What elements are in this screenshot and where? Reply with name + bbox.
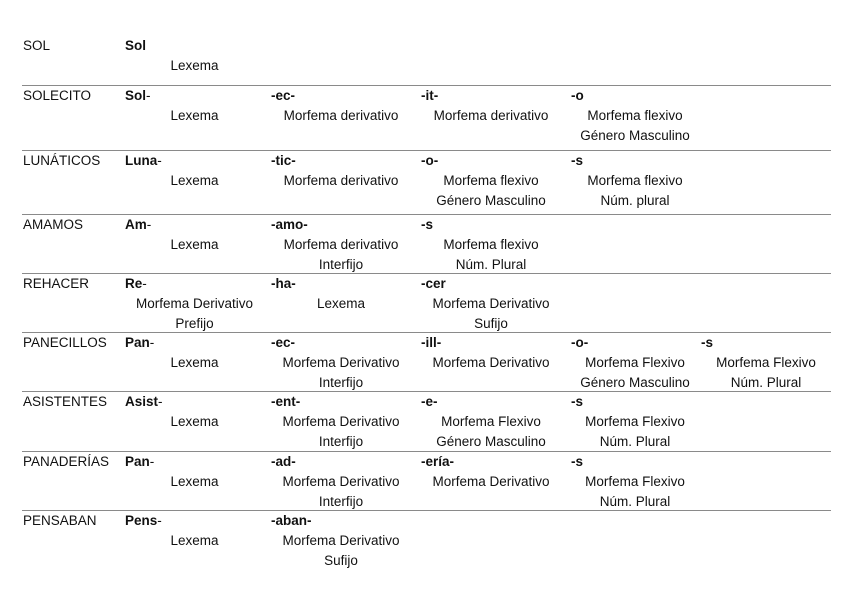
morpheme-description: Núm. Plural xyxy=(599,434,671,449)
morpheme-segment xyxy=(271,86,411,106)
morpheme-description: Lexema xyxy=(170,414,219,429)
morpheme-description: Morfema derivativo xyxy=(433,108,549,123)
morpheme-text: Pens xyxy=(125,513,158,528)
morpheme-cell xyxy=(125,333,261,373)
morpheme-text: Luna xyxy=(125,153,158,168)
morpheme-description: Morfema flexivo xyxy=(587,108,683,123)
morpheme-text: -s xyxy=(571,153,584,168)
morpheme-segment xyxy=(125,452,261,472)
table-row xyxy=(22,151,831,215)
morpheme-text: -s xyxy=(421,217,434,232)
morpheme-segment xyxy=(421,86,561,106)
morpheme-segment xyxy=(571,452,699,472)
morpheme-description: Morfema Derivativo xyxy=(282,355,400,370)
morphology-table xyxy=(22,36,831,571)
morpheme-cell xyxy=(271,215,411,275)
table-row xyxy=(22,86,831,151)
morpheme-description: Morfema Derivativo xyxy=(282,533,400,548)
morpheme-segment xyxy=(421,215,561,235)
morpheme-text: Pan xyxy=(125,335,150,350)
morpheme-segment xyxy=(701,333,831,353)
morpheme-text: Asist xyxy=(125,394,159,409)
morpheme-description: Morfema derivativo xyxy=(283,108,399,123)
morpheme-description: Interfijo xyxy=(318,257,364,272)
morpheme-text: -aban- xyxy=(271,513,312,528)
morpheme-text: -o xyxy=(571,88,584,103)
morpheme-description: Género Masculino xyxy=(580,128,690,143)
morpheme-segment xyxy=(571,392,699,412)
morpheme-description: Interfijo xyxy=(318,434,364,449)
morpheme-cell xyxy=(421,452,561,492)
morpheme-segment xyxy=(421,151,561,171)
table-row xyxy=(22,215,831,274)
word-label: SOLECITO xyxy=(23,88,92,103)
morpheme-description: Morfema Derivativo xyxy=(135,296,254,311)
morpheme-description: Sufijo xyxy=(324,553,358,568)
morpheme-segment xyxy=(125,86,261,106)
word-label: REHACER xyxy=(23,276,90,291)
table-row xyxy=(22,511,831,571)
word-label: PANECILLOS xyxy=(23,335,107,350)
morpheme-text: -ec- xyxy=(271,335,296,350)
morpheme-cell xyxy=(125,511,261,551)
morpheme-description: Género Masculino xyxy=(580,375,690,390)
morpheme-segment xyxy=(571,151,699,171)
morpheme-text: -ent- xyxy=(271,394,301,409)
morpheme-hyphen: - xyxy=(157,153,162,168)
morpheme-description: Morfema derivativo xyxy=(283,237,399,252)
word-label: SOL xyxy=(23,38,51,53)
morpheme-description: Lexema xyxy=(170,173,219,188)
morpheme-description: Morfema Flexivo xyxy=(585,414,685,429)
word-label: AMAMOS xyxy=(23,217,84,232)
table-row xyxy=(22,36,831,86)
morpheme-cell xyxy=(271,452,411,512)
morpheme-description: Núm. plural xyxy=(600,193,670,208)
morpheme-cell xyxy=(421,215,561,275)
morpheme-cell xyxy=(421,333,561,373)
morpheme-cell xyxy=(571,452,699,512)
morpheme-text: -ad- xyxy=(271,454,296,469)
morpheme-description: Género Masculino xyxy=(436,434,546,449)
morpheme-cell xyxy=(271,274,411,314)
morpheme-text: -s xyxy=(701,335,714,350)
morpheme-segment xyxy=(125,151,261,171)
morpheme-segment xyxy=(421,392,561,412)
morpheme-cell xyxy=(571,151,699,211)
morpheme-cell xyxy=(571,86,699,146)
morpheme-description: Núm. Plural xyxy=(455,257,527,272)
morpheme-text: -o- xyxy=(571,335,589,350)
morpheme-cell xyxy=(701,333,831,393)
morpheme-cell xyxy=(125,86,261,126)
morpheme-text: -ill- xyxy=(421,335,442,350)
morpheme-description: Prefijo xyxy=(175,316,214,331)
morpheme-description: Morfema derivativo xyxy=(283,173,399,188)
morpheme-cell xyxy=(125,36,261,76)
morpheme-hyphen: - xyxy=(146,88,151,103)
morpheme-description: Morfema Derivativo xyxy=(432,296,550,311)
morpheme-segment xyxy=(125,392,261,412)
table-row xyxy=(22,392,831,452)
morpheme-cell xyxy=(571,333,699,393)
morpheme-description: Sufijo xyxy=(474,316,508,331)
morpheme-description: Lexema xyxy=(170,237,219,252)
morpheme-description: Interfijo xyxy=(318,494,364,509)
morpheme-segment xyxy=(421,333,561,353)
table-row xyxy=(22,333,831,392)
morpheme-text: -tic- xyxy=(271,153,296,168)
morpheme-segment xyxy=(271,215,411,235)
morpheme-segment xyxy=(271,511,411,531)
morpheme-segment xyxy=(271,392,411,412)
morpheme-description: Morfema flexivo xyxy=(443,173,539,188)
morpheme-hyphen: - xyxy=(149,454,155,469)
morpheme-text: -s xyxy=(571,454,584,469)
morpheme-cell xyxy=(421,151,561,211)
morpheme-text: -amo- xyxy=(271,217,308,232)
word-label: LUNÁTICOS xyxy=(23,153,101,168)
word-label: PENSABAN xyxy=(23,513,97,528)
morpheme-cell xyxy=(125,215,261,255)
morpheme-description: Morfema Derivativo xyxy=(432,355,550,370)
morpheme-description: Lexema xyxy=(170,533,219,548)
morpheme-text: Sol xyxy=(125,88,147,103)
morpheme-cell xyxy=(271,86,411,126)
morpheme-cell xyxy=(271,511,411,571)
morpheme-segment xyxy=(271,274,411,294)
morpheme-hyphen: - xyxy=(146,217,152,232)
morpheme-text: -ería- xyxy=(421,454,455,469)
morpheme-description: Núm. Plural xyxy=(730,375,802,390)
morpheme-text: -e- xyxy=(421,394,438,409)
morpheme-segment xyxy=(125,333,261,353)
morpheme-description: Lexema xyxy=(316,296,366,311)
morpheme-cell xyxy=(125,151,261,191)
morpheme-cell xyxy=(125,452,261,492)
morpheme-hyphen: - xyxy=(149,335,155,350)
morpheme-segment xyxy=(421,452,561,472)
morpheme-description: Morfema Flexivo xyxy=(441,414,541,429)
morpheme-cell xyxy=(421,86,561,126)
morpheme-description: Morfema flexivo xyxy=(587,173,683,188)
morpheme-segment xyxy=(271,452,411,472)
morpheme-segment xyxy=(125,215,261,235)
morpheme-text: -ha- xyxy=(271,276,296,291)
morpheme-description: Morfema Derivativo xyxy=(282,474,400,489)
morpheme-description: Morfema Flexivo xyxy=(585,355,685,370)
morpheme-cell xyxy=(125,392,261,432)
morpheme-description: Morfema Flexivo xyxy=(716,355,816,370)
morpheme-segment xyxy=(125,511,261,531)
morpheme-description: Morfema Derivativo xyxy=(432,474,550,489)
morpheme-description: Género Masculino xyxy=(436,193,546,208)
morpheme-description: Interfijo xyxy=(318,375,364,390)
morpheme-segment xyxy=(271,151,411,171)
morpheme-hyphen: - xyxy=(157,513,162,528)
morpheme-cell xyxy=(421,274,561,334)
morpheme-description: Morfema flexivo xyxy=(443,237,539,252)
morpheme-hyphen: - xyxy=(158,394,163,409)
word-label: PANADERÍAS xyxy=(23,454,110,469)
morpheme-cell xyxy=(421,392,561,452)
morpheme-cell xyxy=(271,392,411,452)
morpheme-description: Lexema xyxy=(170,474,219,489)
morpheme-segment xyxy=(571,333,699,353)
morpheme-segment xyxy=(421,274,561,294)
morpheme-segment xyxy=(125,274,261,294)
morpheme-text: Sol xyxy=(125,38,147,53)
morpheme-text: Am xyxy=(125,217,147,232)
morpheme-cell xyxy=(271,333,411,393)
table-row xyxy=(22,452,831,511)
morpheme-text: -s xyxy=(571,394,584,409)
morpheme-segment xyxy=(571,86,699,106)
morpheme-segment xyxy=(271,333,411,353)
morpheme-text: -cer xyxy=(421,276,446,291)
morpheme-cell xyxy=(571,392,699,452)
morpheme-description: Morfema Flexivo xyxy=(585,474,685,489)
morpheme-description: Lexema xyxy=(170,108,219,123)
word-label: ASISTENTES xyxy=(23,394,108,409)
morpheme-cell xyxy=(271,151,411,191)
morpheme-hyphen: - xyxy=(142,276,147,291)
morpheme-text: -ec- xyxy=(271,88,296,103)
morpheme-description: Lexema xyxy=(170,58,219,73)
morpheme-cell xyxy=(125,274,261,334)
morpheme-text: Re xyxy=(125,276,143,291)
morpheme-text: Pan xyxy=(125,454,150,469)
morpheme-description: Lexema xyxy=(170,355,219,370)
morpheme-description: Morfema Derivativo xyxy=(282,414,400,429)
morpheme-text: -o- xyxy=(421,153,439,168)
morpheme-description: Núm. Plural xyxy=(599,494,671,509)
table-row xyxy=(22,274,831,333)
morpheme-segment xyxy=(125,36,261,56)
morpheme-text: -it- xyxy=(421,88,439,103)
